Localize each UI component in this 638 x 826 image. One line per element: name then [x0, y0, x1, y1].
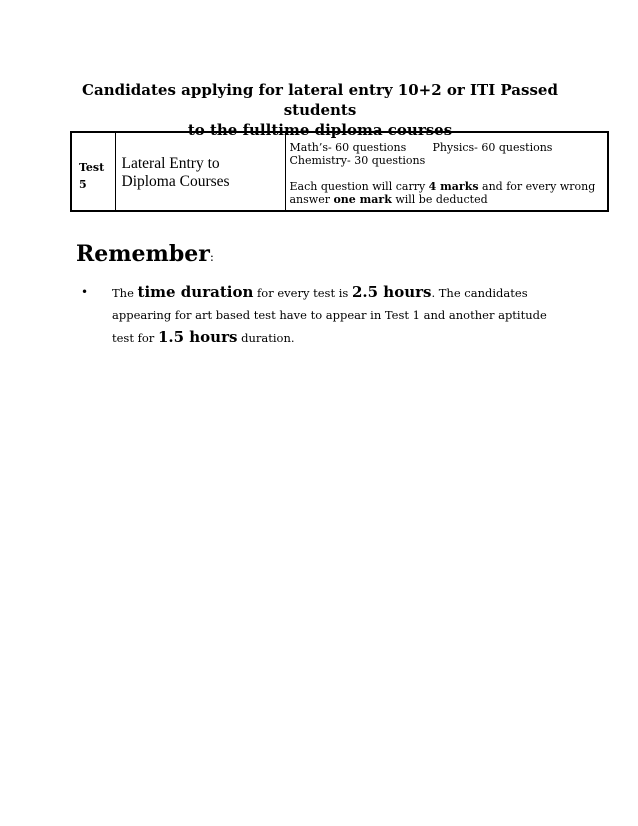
remember-heading — [76, 241, 214, 267]
aptitude-duration-value: 1.5 hours — [157, 328, 238, 346]
remember-list — [81, 281, 572, 349]
exam-table — [70, 131, 609, 212]
remember-title: Remember — [76, 241, 210, 267]
deduct-value: one mark — [333, 193, 392, 206]
question-row — [290, 141, 604, 154]
test-number: 5 — [79, 178, 87, 191]
marks-text-pre: Each question will carry — [289, 180, 429, 193]
maths-questions: Math’s- 60 questions — [289, 141, 407, 154]
test-label: Test — [79, 161, 105, 174]
test-cell — [71, 132, 115, 211]
table-row — [71, 132, 608, 211]
heading-line-1: Candidates applying for lateral entry 10+2 or ITI Passed students — [82, 81, 558, 119]
marks-value: 4 marks — [428, 180, 479, 193]
details-cell — [285, 132, 608, 211]
marking-scheme — [290, 180, 604, 206]
bullet-icon: • — [81, 285, 89, 299]
physics-questions: Physics- 60 questions — [432, 141, 553, 154]
remember-colon: : — [209, 250, 214, 264]
bullet-text-1: The — [112, 286, 138, 300]
heading-line-2: to the fulltime diploma courses — [187, 121, 453, 139]
marks-text-post: will be deducted — [391, 193, 488, 206]
course-cell — [115, 132, 285, 211]
course-line-2: Diploma Courses — [121, 173, 230, 190]
course-line-1: Lateral Entry to — [121, 155, 220, 172]
bullet-text-4: duration. — [237, 331, 295, 345]
list-item — [81, 281, 572, 349]
marks-text-mid: and for every wrong answer — [289, 180, 596, 206]
duration-value: 2.5 hours — [351, 283, 432, 301]
bullet-text-3: . The candidates appearing for art based test have to appear in Test 1 and another aptitude test for — [112, 286, 547, 345]
bullet-text-2: for every test is — [253, 286, 352, 300]
time-duration-term: time duration — [137, 283, 254, 301]
chemistry-questions: Chemistry- 30 questions — [289, 154, 426, 167]
